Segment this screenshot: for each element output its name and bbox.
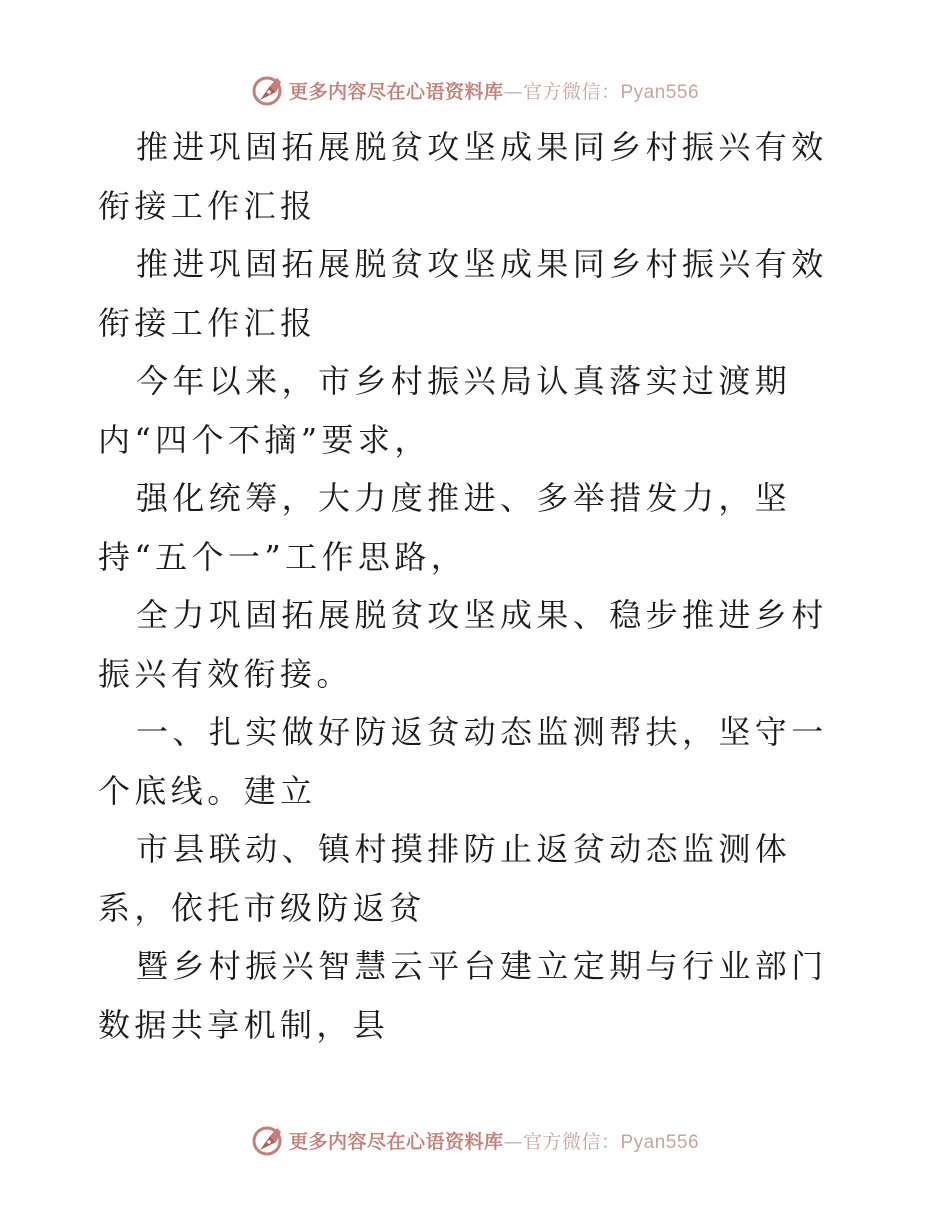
banner-wechat-id: Pyan556: [620, 81, 700, 103]
body-paragraph: 强化统筹，大力度推进、多举措发力，坚持“五个一”工作思路，: [98, 479, 792, 576]
banner-wechat-label: 官方微信：: [522, 1130, 621, 1153]
banner-text: [289, 1127, 699, 1154]
banner-separator: —: [503, 1130, 523, 1153]
document-body: [98, 118, 858, 1054]
banner-separator: —: [503, 80, 523, 103]
pen-nib-circle-icon: [251, 1123, 285, 1157]
footer-banner: [0, 1120, 950, 1160]
pen-nib-circle-icon: [251, 73, 285, 107]
document-title-repeat: 推进巩固拓展脱贫攻坚成果同乡村振兴有效衔接工作汇报: [98, 245, 828, 342]
body-paragraph: 暨乡村振兴智慧云平台建立定期与行业部门数据共享机制，县: [98, 947, 828, 1044]
banner-brand: 更多内容尽在心语资料库: [288, 1130, 504, 1153]
body-paragraph: 全力巩固拓展脱贫攻坚成果、稳步推进乡村振兴有效衔接。: [98, 596, 828, 693]
section-heading-paragraph: 一、扎实做好防返贫动态监测帮扶，坚守一个底线。建立: [98, 713, 828, 810]
banner-wechat-id: Pyan556: [620, 1131, 700, 1153]
banner-brand: 更多内容尽在心语资料库: [288, 80, 504, 103]
header-banner: [0, 70, 950, 110]
body-paragraph: 今年以来，市乡村振兴局认真落实过渡期内“四个不摘”要求，: [98, 362, 792, 459]
body-paragraph: 市县联动、镇村摸排防止返贫动态监测体系，依托市级防返贫: [98, 830, 792, 927]
document-title: 推进巩固拓展脱贫攻坚成果同乡村振兴有效衔接工作汇报: [98, 128, 828, 225]
banner-wechat-label: 官方微信：: [522, 80, 621, 103]
banner-text: [289, 77, 699, 104]
